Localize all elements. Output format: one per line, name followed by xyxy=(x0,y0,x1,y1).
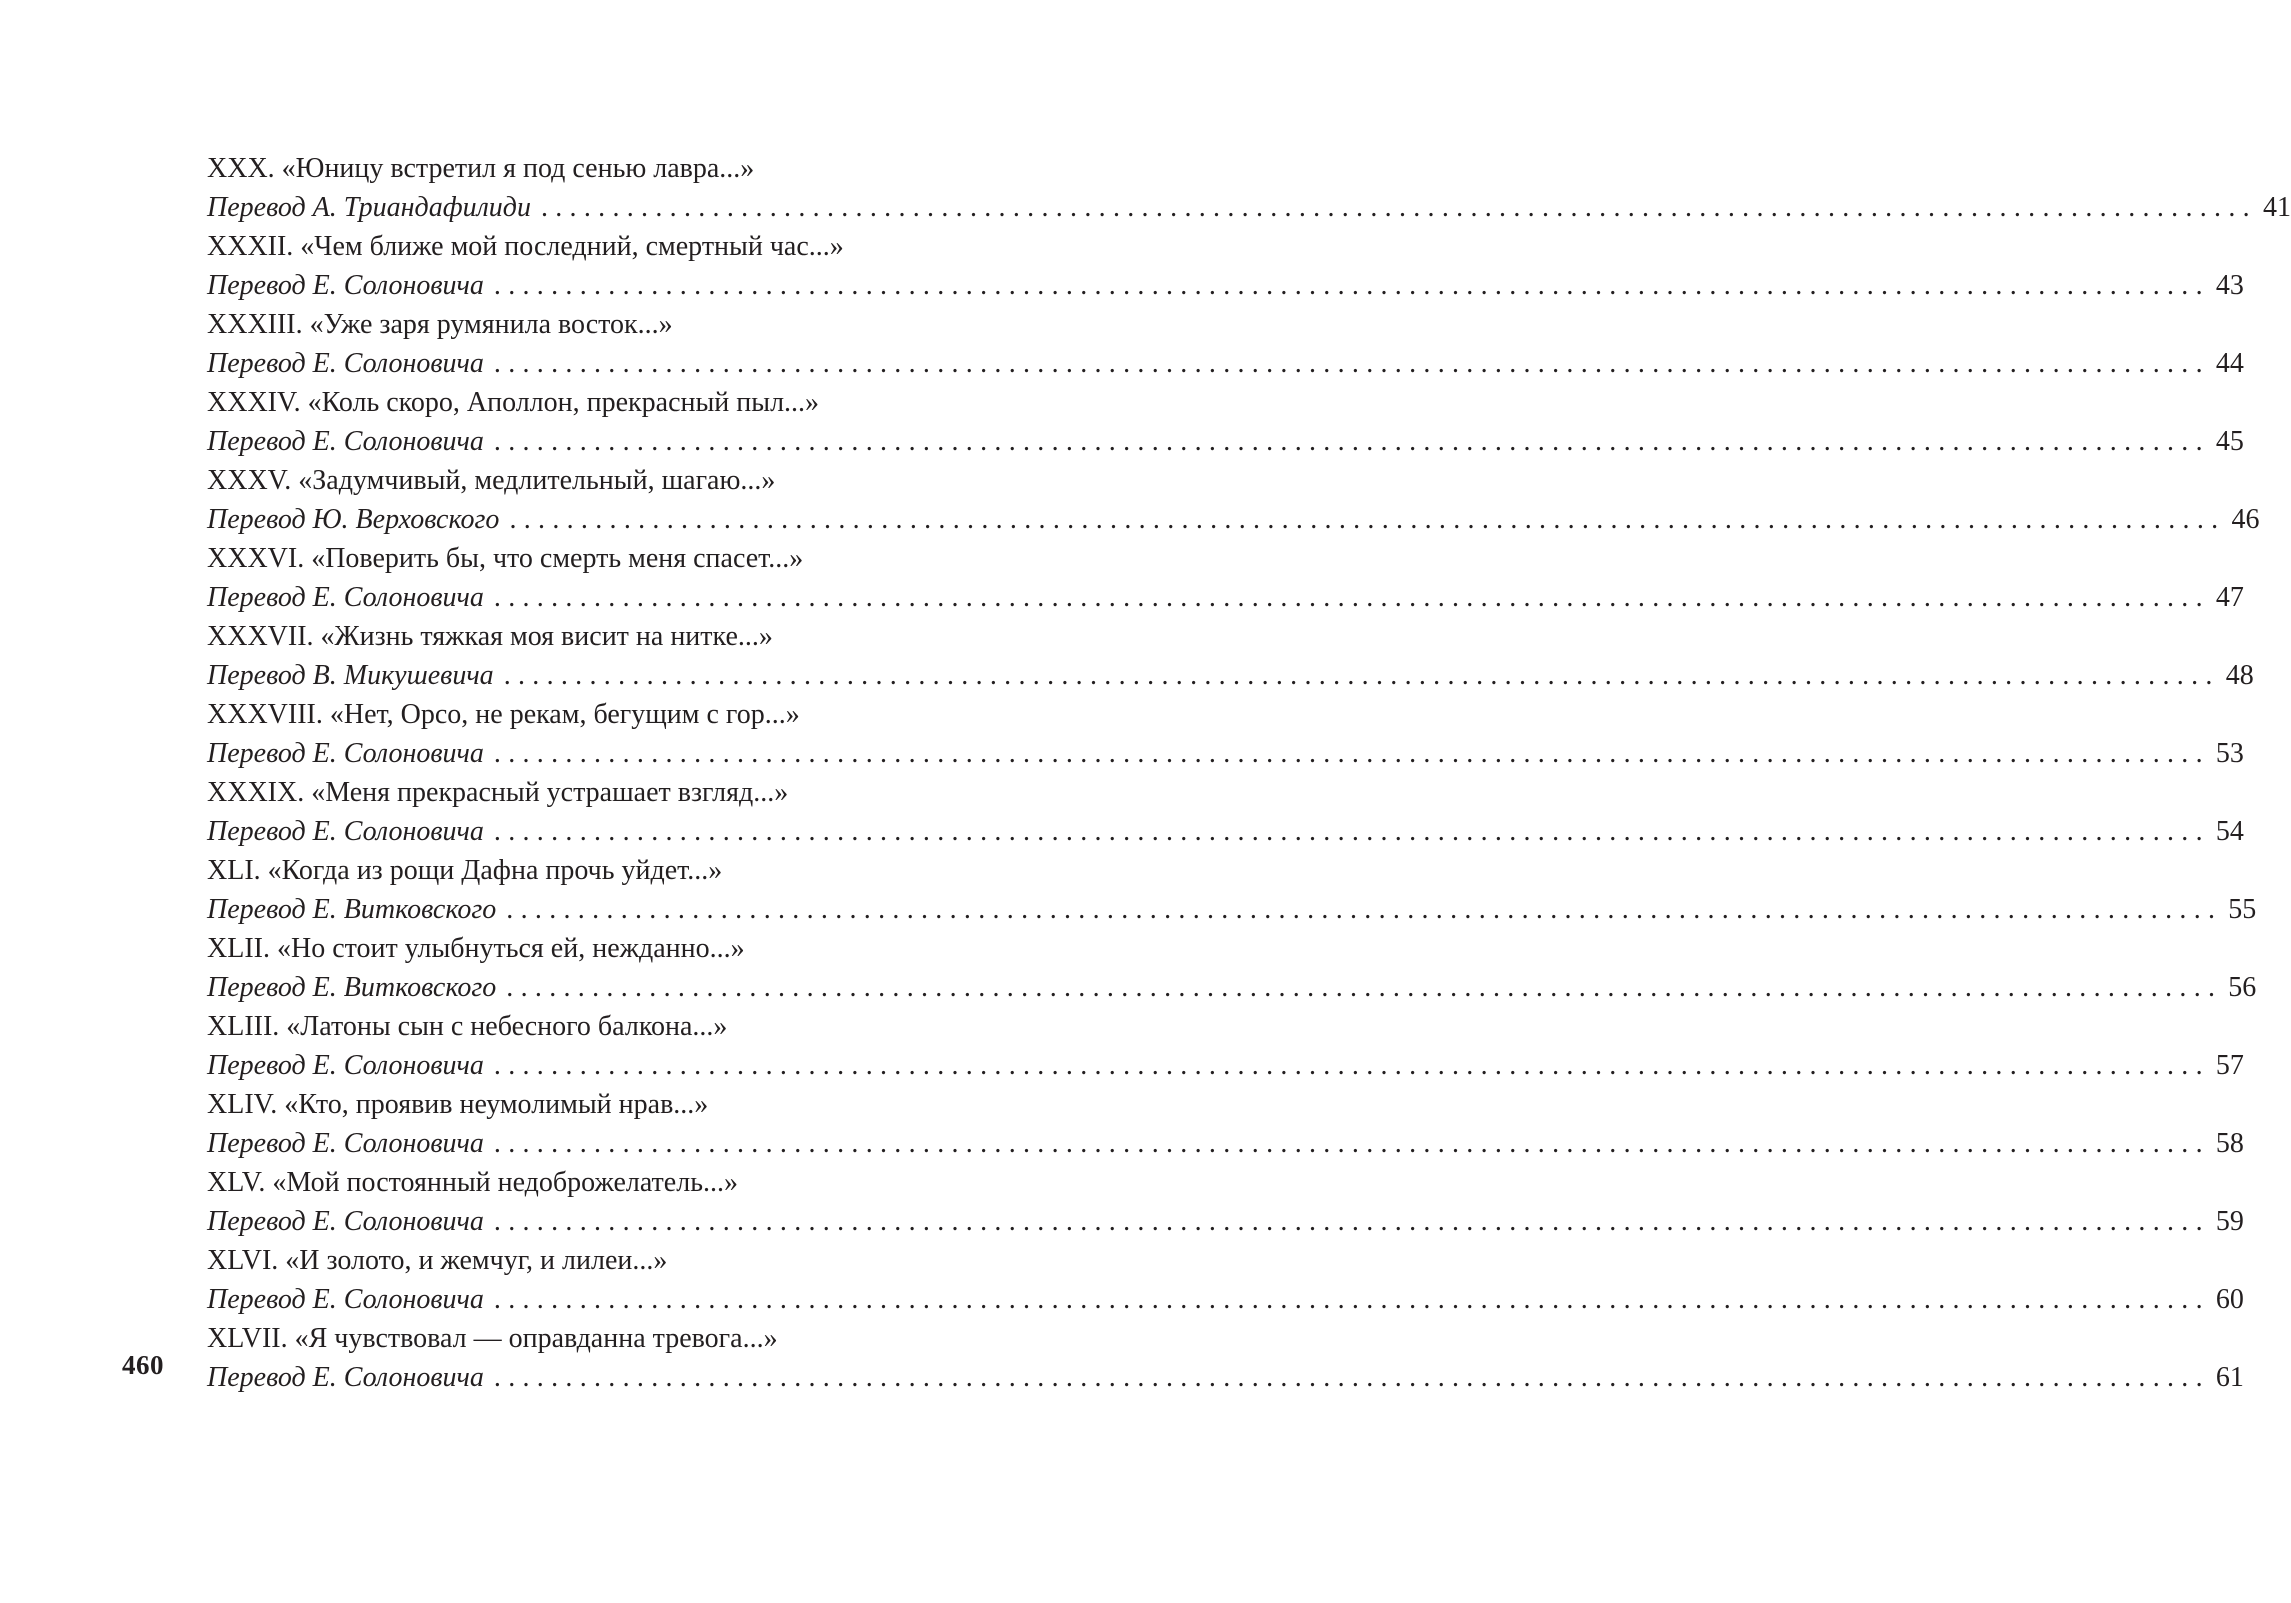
translator-credit: Перевод Е. Витковского xyxy=(207,972,497,1003)
poem-title: XLI. «Когда из рощи Дафна прочь уйдет...» xyxy=(207,855,723,886)
poem-title: XXX. «Юницу встретил я под сенью лавра...» xyxy=(207,153,755,184)
poem-title: XXXVII. «Жизнь тяжкая моя висит на нитке...» xyxy=(207,621,773,652)
credit-line xyxy=(207,734,2244,773)
poem-title: XLIV. «Кто, проявив неумолимый нрав...» xyxy=(207,1089,709,1120)
poem-title: XXXVI. «Поверить бы, что смерть меня спасет...» xyxy=(207,543,804,574)
credit-line xyxy=(207,422,2244,461)
toc-entry[interactable] xyxy=(207,461,2260,539)
dot-leader: ........................................................................................................................ xyxy=(506,894,2223,925)
poem-title: XLIII. «Латоны сын с небесного балкона...» xyxy=(207,1011,728,1042)
page-reference: 54 xyxy=(2215,816,2244,847)
translator-credit: Перевод Е. Солоновича xyxy=(207,426,484,457)
translator-credit: Перевод Е. Солоновича xyxy=(207,348,484,379)
dot-leader: ........................................................................................................................ xyxy=(493,816,2210,847)
dot-leader: ........................................................................................................................ xyxy=(493,1050,2210,1081)
dot-leader: ........................................................................................................................ xyxy=(493,426,2210,457)
credit-line xyxy=(207,500,2260,539)
toc-entry[interactable] xyxy=(207,1241,2244,1319)
poem-title: XXXIX. «Меня прекрасный устрашает взгляд...» xyxy=(207,777,789,808)
translator-credit: Перевод Е. Солоновича xyxy=(207,816,484,847)
poem-title: XXXV. «Задумчивый, медлительный, шагаю...» xyxy=(207,465,776,496)
credit-line xyxy=(207,890,2257,929)
page-reference: 56 xyxy=(2228,972,2257,1003)
translator-credit: Перевод В. Микушевича xyxy=(207,660,494,691)
dot-leader: ........................................................................................................................ xyxy=(493,348,2210,379)
dot-leader: ........................................................................................................................ xyxy=(493,1362,2210,1393)
poem-title: XLVI. «И золото, и жемчуг, и лилеи...» xyxy=(207,1245,668,1276)
page-reference: 45 xyxy=(2215,426,2244,457)
dot-leader: ........................................................................................................................ xyxy=(493,582,2210,613)
toc-entry[interactable] xyxy=(207,851,2257,929)
poem-title: XXXIV. «Коль скоро, Аполлон, прекрасный пыл...» xyxy=(207,387,820,418)
dot-leader: ........................................................................................................................ xyxy=(540,192,2257,223)
poem-title: XLV. «Мой постоянный недоброжелатель...» xyxy=(207,1167,738,1198)
page-reference: 44 xyxy=(2215,348,2244,379)
translator-credit: Перевод Е. Солоновича xyxy=(207,1284,484,1315)
page-reference: 60 xyxy=(2215,1284,2244,1315)
table-of-contents xyxy=(207,149,2291,1397)
credit-line xyxy=(207,1280,2244,1319)
translator-credit: Перевод Е. Солоновича xyxy=(207,1050,484,1081)
page-reference: 55 xyxy=(2228,894,2257,925)
credit-line xyxy=(207,812,2244,851)
credit-line xyxy=(207,1046,2244,1085)
toc-entry[interactable] xyxy=(207,539,2244,617)
poem-title: XXXII. «Чем ближе мой последний, смертный час...» xyxy=(207,231,844,262)
translator-credit: Перевод А. Триандафилиди xyxy=(207,192,531,223)
poem-title: XLVII. «Я чувствовал — оправданна тревога...» xyxy=(207,1323,778,1354)
dot-leader: ........................................................................................................................ xyxy=(506,972,2223,1003)
toc-entry[interactable] xyxy=(207,695,2244,773)
dot-leader: ........................................................................................................................ xyxy=(493,270,2210,301)
translator-credit: Перевод Е. Солоновича xyxy=(207,582,484,613)
translator-credit: Перевод Е. Солоновича xyxy=(207,738,484,769)
toc-entry[interactable] xyxy=(207,227,2244,305)
credit-line xyxy=(207,578,2244,617)
page-reference: 53 xyxy=(2215,738,2244,769)
page-reference: 59 xyxy=(2215,1206,2244,1237)
page-reference: 61 xyxy=(2215,1362,2244,1393)
translator-credit: Перевод Е. Солоновича xyxy=(207,1128,484,1159)
page-reference: 41 xyxy=(2262,192,2291,223)
toc-entry[interactable] xyxy=(207,773,2244,851)
toc-entry[interactable] xyxy=(207,1319,2244,1397)
translator-credit: Перевод Е. Солоновича xyxy=(207,1206,484,1237)
credit-line xyxy=(207,1124,2244,1163)
translator-credit: Перевод Е. Витковского xyxy=(207,894,497,925)
page-reference: 57 xyxy=(2215,1050,2244,1081)
credit-line xyxy=(207,188,2291,227)
credit-line xyxy=(207,656,2254,695)
dot-leader: ........................................................................................................................ xyxy=(493,1284,2210,1315)
translator-credit: Перевод Ю. Верховского xyxy=(207,504,500,535)
dot-leader: ........................................................................................................................ xyxy=(493,738,2210,769)
toc-entry[interactable] xyxy=(207,383,2244,461)
credit-line xyxy=(207,266,2244,305)
dot-leader: ........................................................................................................................ xyxy=(509,504,2226,535)
credit-line xyxy=(207,968,2257,1007)
credit-line xyxy=(207,1358,2244,1397)
translator-credit: Перевод Е. Солоновича xyxy=(207,270,484,301)
toc-entry[interactable] xyxy=(207,617,2254,695)
credit-line xyxy=(207,344,2244,383)
translator-credit: Перевод Е. Солоновича xyxy=(207,1362,484,1393)
credit-line xyxy=(207,1202,2244,1241)
toc-entry[interactable] xyxy=(207,929,2257,1007)
toc-entry[interactable] xyxy=(207,1163,2244,1241)
page-reference: 48 xyxy=(2225,660,2254,691)
toc-entry[interactable] xyxy=(207,1085,2244,1163)
poem-title: XXXVIII. «Нет, Орсо, не рекам, бегущим с гор...» xyxy=(207,699,800,730)
page-reference: 47 xyxy=(2215,582,2244,613)
dot-leader: ........................................................................................................................ xyxy=(503,660,2220,691)
toc-entry[interactable] xyxy=(207,149,2291,227)
dot-leader: ........................................................................................................................ xyxy=(493,1206,2210,1237)
page-reference: 43 xyxy=(2215,270,2244,301)
toc-entry[interactable] xyxy=(207,1007,2244,1085)
page-reference: 58 xyxy=(2215,1128,2244,1159)
page-reference: 46 xyxy=(2231,504,2260,535)
poem-title: XXXIII. «Уже заря румянила восток...» xyxy=(207,309,673,340)
poem-title: XLII. «Но стоит улыбнуться ей, нежданно...» xyxy=(207,933,745,964)
dot-leader: ........................................................................................................................ xyxy=(493,1128,2210,1159)
page-number: 460 xyxy=(122,1350,164,1380)
toc-entry[interactable] xyxy=(207,305,2244,383)
